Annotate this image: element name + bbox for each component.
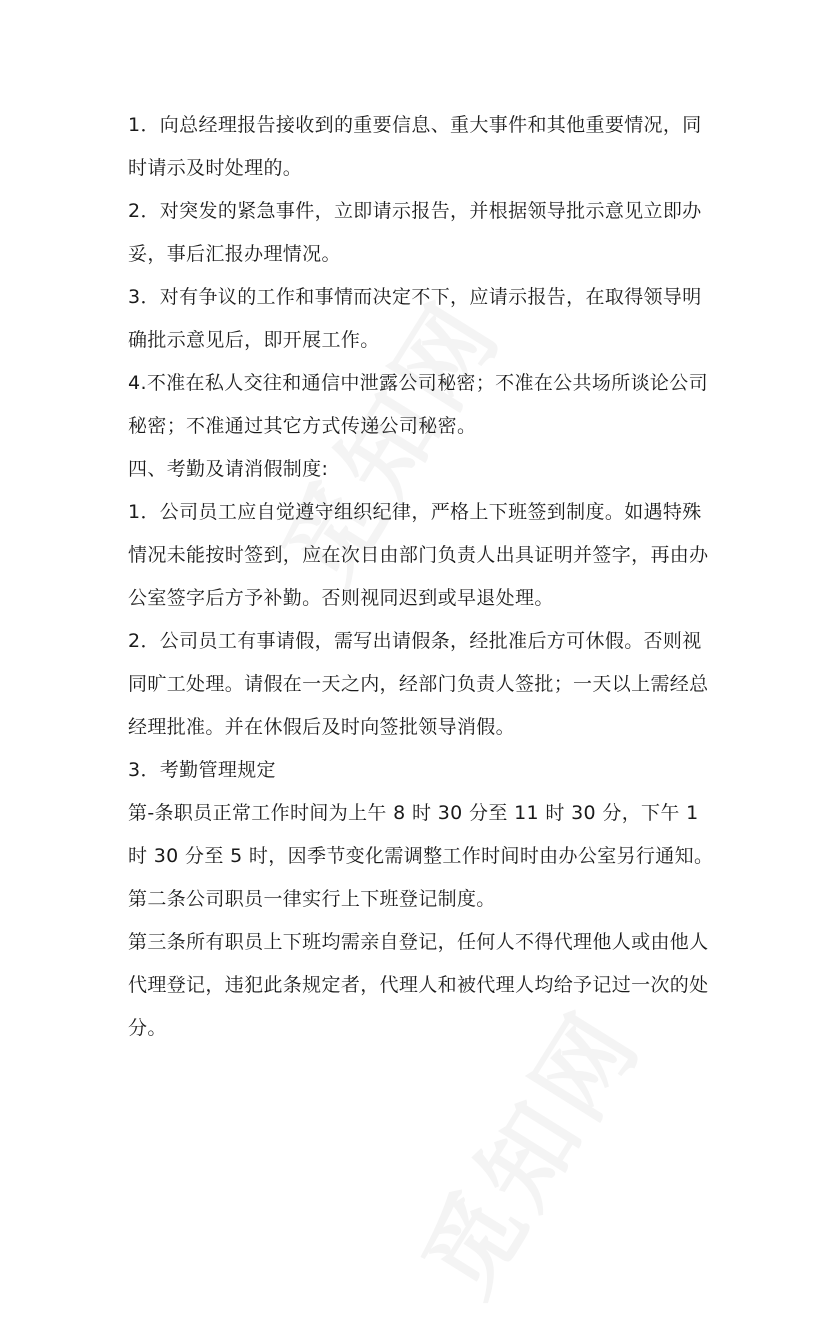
paragraph: 2．对突发的紧急事件，立即请示报告，并根据领导批示意见立即办妥，事后汇报办理情况。 bbox=[128, 200, 702, 265]
paragraph: 3．对有争议的工作和事情而决定不下，应请示报告，在取得领导明确批示意见后，即开展工作。 bbox=[128, 286, 702, 351]
section-heading: 四、考勤及请消假制度: bbox=[128, 458, 329, 480]
paragraph: 第二条公司职员一律实行上下班登记制度。 bbox=[128, 888, 496, 910]
paragraph: 4.不准在私人交往和通信中泄露公司秘密；不准在公共场所谈论公司秘密；不准通过其它方式传递公司秘密。 bbox=[128, 372, 708, 437]
subsection-heading: 3．考勤管理规定 bbox=[128, 759, 276, 781]
paragraph: 1．公司员工应自觉遵守组织纪律，严格上下班签到制度。如遇特殊情况未能按时签到，应在次日由部门负责人出具证明并签字，再由办公室签字后方予补勤。否则视同迟到或早退处理。 bbox=[128, 501, 709, 609]
paragraph: 第三条所有职员上下班均需亲自登记，任何人不得代理他人或由他人代理登记，违犯此条规定者，代理人和被代理人均给予记过一次的处分。 bbox=[128, 931, 709, 1039]
paragraph: 1．向总经理报告接收到的重要信息、重大事件和其他重要情况，同时请示及时处理的。 bbox=[128, 114, 702, 179]
paragraph: 第-条职员正常工作时间为上午 8 时 30 分至 11 时 30 分，下午 1 时 30 分至 5 时，因季节变化需调整工作时间时由办公室另行通知。 bbox=[128, 802, 714, 867]
paragraph: 2．公司员工有事请假，需写出请假条，经批准后方可休假。否则视同旷工处理。请假在一天之内，经部门负责人签批；一天以上需经总经理批准。并在休假后及时向签批领导消假。 bbox=[128, 630, 709, 738]
document-body bbox=[128, 104, 720, 1050]
